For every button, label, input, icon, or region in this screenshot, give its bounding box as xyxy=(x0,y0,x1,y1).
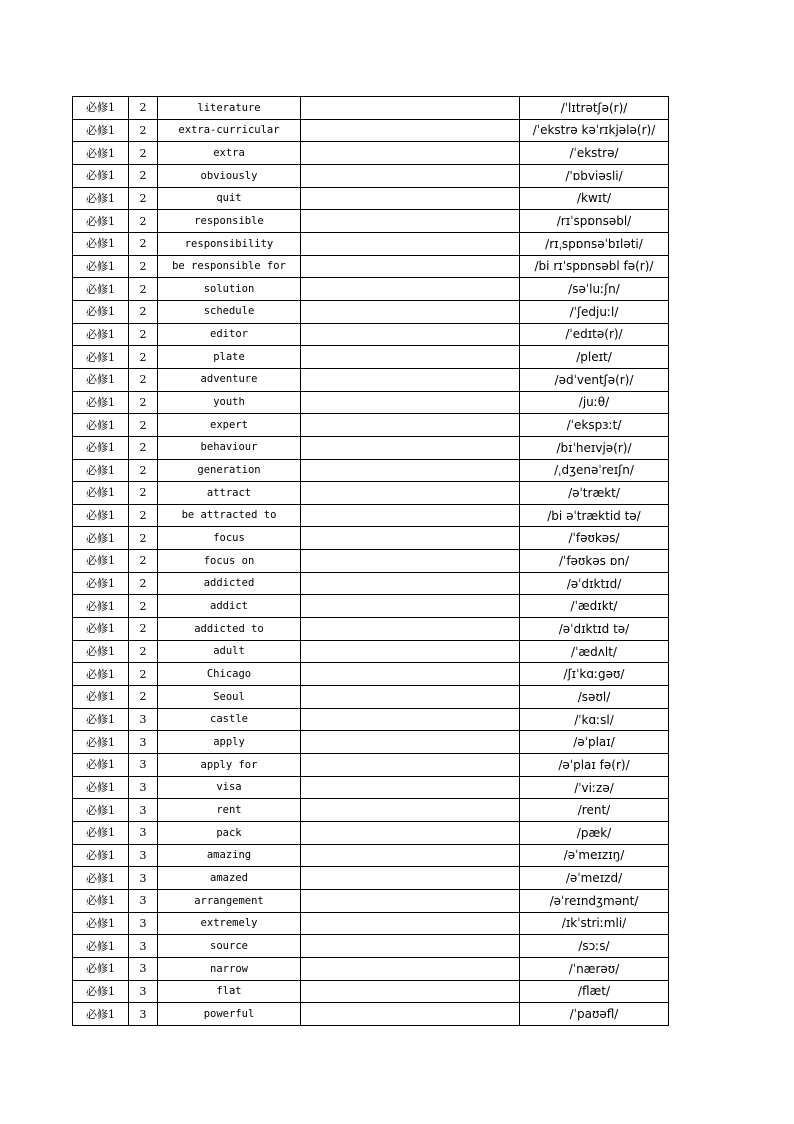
word-cell: extra-curricular xyxy=(158,119,301,142)
word-cell: adventure xyxy=(158,368,301,391)
book-cell: 必修1 xyxy=(73,867,129,890)
phonetic-cell: /ˈekspɜːt/ xyxy=(520,414,669,437)
table-row xyxy=(73,640,669,663)
unit-cell: 2 xyxy=(129,663,158,686)
book-cell: 必修1 xyxy=(73,346,129,369)
table-row xyxy=(73,1003,669,1026)
book-cell: 必修1 xyxy=(73,980,129,1003)
table-row xyxy=(73,436,669,459)
book-cell: 必修1 xyxy=(73,119,129,142)
meaning-cell xyxy=(301,482,520,505)
table-row xyxy=(73,232,669,255)
table-row xyxy=(73,300,669,323)
phonetic-cell: /ˈekstrə kəˈrɪkjələ(r)/ xyxy=(520,119,669,142)
unit-cell: 2 xyxy=(129,187,158,210)
phonetic-cell: /rɪˈspɒnsəbl/ xyxy=(520,210,669,233)
book-cell: 必修1 xyxy=(73,278,129,301)
table-row xyxy=(73,844,669,867)
table-row xyxy=(73,889,669,912)
word-cell: apply xyxy=(158,731,301,754)
book-cell: 必修1 xyxy=(73,459,129,482)
word-cell: focus xyxy=(158,527,301,550)
book-cell: 必修1 xyxy=(73,255,129,278)
word-cell: responsible xyxy=(158,210,301,233)
phonetic-cell: /ˈɒbviəsli/ xyxy=(520,164,669,187)
book-cell: 必修1 xyxy=(73,164,129,187)
word-cell: behaviour xyxy=(158,436,301,459)
phonetic-cell: /ʃɪˈkɑːgəʊ/ xyxy=(520,663,669,686)
meaning-cell xyxy=(301,142,520,165)
word-cell: responsibility xyxy=(158,232,301,255)
book-cell: 必修1 xyxy=(73,799,129,822)
book-cell: 必修1 xyxy=(73,550,129,573)
word-cell: rent xyxy=(158,799,301,822)
book-cell: 必修1 xyxy=(73,776,129,799)
unit-cell: 2 xyxy=(129,572,158,595)
book-cell: 必修1 xyxy=(73,957,129,980)
unit-cell: 2 xyxy=(129,391,158,414)
book-cell: 必修1 xyxy=(73,731,129,754)
word-cell: flat xyxy=(158,980,301,1003)
unit-cell: 2 xyxy=(129,119,158,142)
unit-cell: 2 xyxy=(129,164,158,187)
word-cell: plate xyxy=(158,346,301,369)
book-cell: 必修1 xyxy=(73,504,129,527)
unit-cell: 2 xyxy=(129,255,158,278)
phonetic-cell: /əˈmeɪzɪŋ/ xyxy=(520,844,669,867)
unit-cell: 3 xyxy=(129,1003,158,1026)
phonetic-cell: /flæt/ xyxy=(520,980,669,1003)
unit-cell: 2 xyxy=(129,504,158,527)
book-cell: 必修1 xyxy=(73,142,129,165)
meaning-cell xyxy=(301,618,520,641)
word-cell: visa xyxy=(158,776,301,799)
phonetic-cell: /ˈʃedjuːl/ xyxy=(520,300,669,323)
meaning-cell xyxy=(301,912,520,935)
word-cell: generation xyxy=(158,459,301,482)
unit-cell: 3 xyxy=(129,754,158,777)
phonetic-cell: /bi əˈtræktid tə/ xyxy=(520,504,669,527)
book-cell: 必修1 xyxy=(73,572,129,595)
table-row xyxy=(73,414,669,437)
phonetic-cell: /ˈpaʊəfl/ xyxy=(520,1003,669,1026)
unit-cell: 2 xyxy=(129,142,158,165)
meaning-cell xyxy=(301,414,520,437)
phonetic-cell: /pæk/ xyxy=(520,822,669,845)
table-row xyxy=(73,686,669,709)
book-cell: 必修1 xyxy=(73,482,129,505)
book-cell: 必修1 xyxy=(73,889,129,912)
table-row xyxy=(73,754,669,777)
unit-cell: 2 xyxy=(129,414,158,437)
unit-cell: 2 xyxy=(129,436,158,459)
meaning-cell xyxy=(301,232,520,255)
table-row xyxy=(73,391,669,414)
book-cell: 必修1 xyxy=(73,323,129,346)
meaning-cell xyxy=(301,436,520,459)
table-row xyxy=(73,776,669,799)
meaning-cell xyxy=(301,822,520,845)
unit-cell: 2 xyxy=(129,323,158,346)
meaning-cell xyxy=(301,595,520,618)
meaning-cell xyxy=(301,278,520,301)
meaning-cell xyxy=(301,889,520,912)
meaning-cell xyxy=(301,754,520,777)
table-row xyxy=(73,935,669,958)
unit-cell: 2 xyxy=(129,346,158,369)
word-cell: Chicago xyxy=(158,663,301,686)
table-row xyxy=(73,368,669,391)
phonetic-cell: /ˌdʒenəˈreɪʃn/ xyxy=(520,459,669,482)
table-row xyxy=(73,187,669,210)
book-cell: 必修1 xyxy=(73,1003,129,1026)
unit-cell: 3 xyxy=(129,844,158,867)
word-cell: castle xyxy=(158,708,301,731)
unit-cell: 3 xyxy=(129,867,158,890)
word-cell: expert xyxy=(158,414,301,437)
meaning-cell xyxy=(301,346,520,369)
meaning-cell xyxy=(301,799,520,822)
phonetic-cell: /ˈnærəʊ/ xyxy=(520,957,669,980)
table-row xyxy=(73,164,669,187)
table-row xyxy=(73,323,669,346)
word-cell: youth xyxy=(158,391,301,414)
word-cell: extremely xyxy=(158,912,301,935)
unit-cell: 2 xyxy=(129,618,158,641)
phonetic-cell: /bi rɪˈspɒnsəbl fə(r)/ xyxy=(520,255,669,278)
meaning-cell xyxy=(301,210,520,233)
unit-cell: 2 xyxy=(129,686,158,709)
word-cell: addict xyxy=(158,595,301,618)
meaning-cell xyxy=(301,844,520,867)
unit-cell: 2 xyxy=(129,482,158,505)
word-cell: solution xyxy=(158,278,301,301)
phonetic-cell: /əˈtrækt/ xyxy=(520,482,669,505)
table-row xyxy=(73,255,669,278)
book-cell: 必修1 xyxy=(73,368,129,391)
book-cell: 必修1 xyxy=(73,97,129,120)
word-cell: adult xyxy=(158,640,301,663)
phonetic-cell: /ˈfəʊkəs/ xyxy=(520,527,669,550)
phonetic-cell: /əˈdɪktɪd tə/ xyxy=(520,618,669,641)
word-cell: powerful xyxy=(158,1003,301,1026)
word-cell: be attracted to xyxy=(158,504,301,527)
book-cell: 必修1 xyxy=(73,754,129,777)
phonetic-cell: /ədˈventʃə(r)/ xyxy=(520,368,669,391)
word-cell: amazing xyxy=(158,844,301,867)
meaning-cell xyxy=(301,1003,520,1026)
table-row xyxy=(73,799,669,822)
word-cell: attract xyxy=(158,482,301,505)
meaning-cell xyxy=(301,776,520,799)
book-cell: 必修1 xyxy=(73,935,129,958)
phonetic-cell: /bɪˈheɪvjə(r)/ xyxy=(520,436,669,459)
phonetic-cell: /kwɪt/ xyxy=(520,187,669,210)
word-cell: amazed xyxy=(158,867,301,890)
phonetic-cell: /səʊl/ xyxy=(520,686,669,709)
table-row xyxy=(73,550,669,573)
vocabulary-table xyxy=(72,96,669,1026)
unit-cell: 2 xyxy=(129,232,158,255)
table-row xyxy=(73,210,669,233)
word-cell: apply for xyxy=(158,754,301,777)
meaning-cell xyxy=(301,187,520,210)
unit-cell: 3 xyxy=(129,776,158,799)
phonetic-cell: /rent/ xyxy=(520,799,669,822)
book-cell: 必修1 xyxy=(73,436,129,459)
phonetic-cell: /rɪˌspɒnsəˈbɪləti/ xyxy=(520,232,669,255)
word-cell: schedule xyxy=(158,300,301,323)
word-cell: focus on xyxy=(158,550,301,573)
meaning-cell xyxy=(301,323,520,346)
word-cell: pack xyxy=(158,822,301,845)
meaning-cell xyxy=(301,97,520,120)
word-cell: quit xyxy=(158,187,301,210)
table-row xyxy=(73,142,669,165)
table-row xyxy=(73,618,669,641)
word-cell: obviously xyxy=(158,164,301,187)
book-cell: 必修1 xyxy=(73,300,129,323)
meaning-cell xyxy=(301,663,520,686)
phonetic-cell: /ˈædʌlt/ xyxy=(520,640,669,663)
table-row xyxy=(73,867,669,890)
book-cell: 必修1 xyxy=(73,822,129,845)
phonetic-cell: /sɔːs/ xyxy=(520,935,669,958)
meaning-cell xyxy=(301,300,520,323)
meaning-cell xyxy=(301,980,520,1003)
word-cell: addicted to xyxy=(158,618,301,641)
phonetic-cell: /əˈplaɪ/ xyxy=(520,731,669,754)
book-cell: 必修1 xyxy=(73,708,129,731)
book-cell: 必修1 xyxy=(73,232,129,255)
book-cell: 必修1 xyxy=(73,686,129,709)
meaning-cell xyxy=(301,572,520,595)
meaning-cell xyxy=(301,368,520,391)
meaning-cell xyxy=(301,640,520,663)
meaning-cell xyxy=(301,459,520,482)
table-row xyxy=(73,957,669,980)
unit-cell: 2 xyxy=(129,459,158,482)
meaning-cell xyxy=(301,255,520,278)
unit-cell: 3 xyxy=(129,708,158,731)
meaning-cell xyxy=(301,957,520,980)
meaning-cell xyxy=(301,935,520,958)
phonetic-cell: /ˈfəʊkəs ɒn/ xyxy=(520,550,669,573)
unit-cell: 3 xyxy=(129,980,158,1003)
table-row xyxy=(73,822,669,845)
book-cell: 必修1 xyxy=(73,210,129,233)
meaning-cell xyxy=(301,708,520,731)
phonetic-cell: /səˈluːʃn/ xyxy=(520,278,669,301)
table-row xyxy=(73,595,669,618)
word-cell: narrow xyxy=(158,957,301,980)
word-cell: addicted xyxy=(158,572,301,595)
unit-cell: 2 xyxy=(129,278,158,301)
table-row xyxy=(73,912,669,935)
table-row xyxy=(73,572,669,595)
phonetic-cell: /əˈdɪktɪd/ xyxy=(520,572,669,595)
phonetic-cell: /əˈplaɪ fə(r)/ xyxy=(520,754,669,777)
table-row xyxy=(73,708,669,731)
unit-cell: 2 xyxy=(129,300,158,323)
unit-cell: 3 xyxy=(129,822,158,845)
phonetic-cell: /pleɪt/ xyxy=(520,346,669,369)
unit-cell: 2 xyxy=(129,97,158,120)
meaning-cell xyxy=(301,391,520,414)
word-cell: Seoul xyxy=(158,686,301,709)
word-cell: editor xyxy=(158,323,301,346)
table-row xyxy=(73,504,669,527)
book-cell: 必修1 xyxy=(73,527,129,550)
phonetic-cell: /ˈedɪtə(r)/ xyxy=(520,323,669,346)
meaning-cell xyxy=(301,504,520,527)
meaning-cell xyxy=(301,119,520,142)
phonetic-cell: /ˈviːzə/ xyxy=(520,776,669,799)
phonetic-cell: /ˈædɪkt/ xyxy=(520,595,669,618)
unit-cell: 2 xyxy=(129,595,158,618)
table-row xyxy=(73,459,669,482)
phonetic-cell: /juːθ/ xyxy=(520,391,669,414)
book-cell: 必修1 xyxy=(73,912,129,935)
book-cell: 必修1 xyxy=(73,595,129,618)
meaning-cell xyxy=(301,731,520,754)
meaning-cell xyxy=(301,686,520,709)
unit-cell: 3 xyxy=(129,889,158,912)
book-cell: 必修1 xyxy=(73,391,129,414)
table-row xyxy=(73,980,669,1003)
unit-cell: 2 xyxy=(129,527,158,550)
table-row xyxy=(73,731,669,754)
phonetic-cell: /əˈmeɪzd/ xyxy=(520,867,669,890)
unit-cell: 3 xyxy=(129,731,158,754)
word-cell: arrangement xyxy=(158,889,301,912)
book-cell: 必修1 xyxy=(73,618,129,641)
book-cell: 必修1 xyxy=(73,844,129,867)
table-row xyxy=(73,527,669,550)
meaning-cell xyxy=(301,867,520,890)
unit-cell: 2 xyxy=(129,550,158,573)
book-cell: 必修1 xyxy=(73,187,129,210)
word-cell: be responsible for xyxy=(158,255,301,278)
meaning-cell xyxy=(301,527,520,550)
unit-cell: 2 xyxy=(129,368,158,391)
unit-cell: 2 xyxy=(129,640,158,663)
table-row xyxy=(73,346,669,369)
unit-cell: 3 xyxy=(129,912,158,935)
table-row xyxy=(73,119,669,142)
word-cell: literature xyxy=(158,97,301,120)
unit-cell: 3 xyxy=(129,935,158,958)
table-row xyxy=(73,97,669,120)
book-cell: 必修1 xyxy=(73,414,129,437)
phonetic-cell: /ˈekstrə/ xyxy=(520,142,669,165)
phonetic-cell: /ɪkˈstriːmli/ xyxy=(520,912,669,935)
book-cell: 必修1 xyxy=(73,663,129,686)
unit-cell: 3 xyxy=(129,957,158,980)
table-row xyxy=(73,278,669,301)
table-row xyxy=(73,663,669,686)
phonetic-cell: /əˈreɪndʒmənt/ xyxy=(520,889,669,912)
phonetic-cell: /ˈlɪtrətʃə(r)/ xyxy=(520,97,669,120)
phonetic-cell: /ˈkɑːsl/ xyxy=(520,708,669,731)
vocabulary-table-body xyxy=(73,97,669,1026)
book-cell: 必修1 xyxy=(73,640,129,663)
unit-cell: 3 xyxy=(129,799,158,822)
meaning-cell xyxy=(301,164,520,187)
word-cell: source xyxy=(158,935,301,958)
table-row xyxy=(73,482,669,505)
word-cell: extra xyxy=(158,142,301,165)
unit-cell: 2 xyxy=(129,210,158,233)
meaning-cell xyxy=(301,550,520,573)
